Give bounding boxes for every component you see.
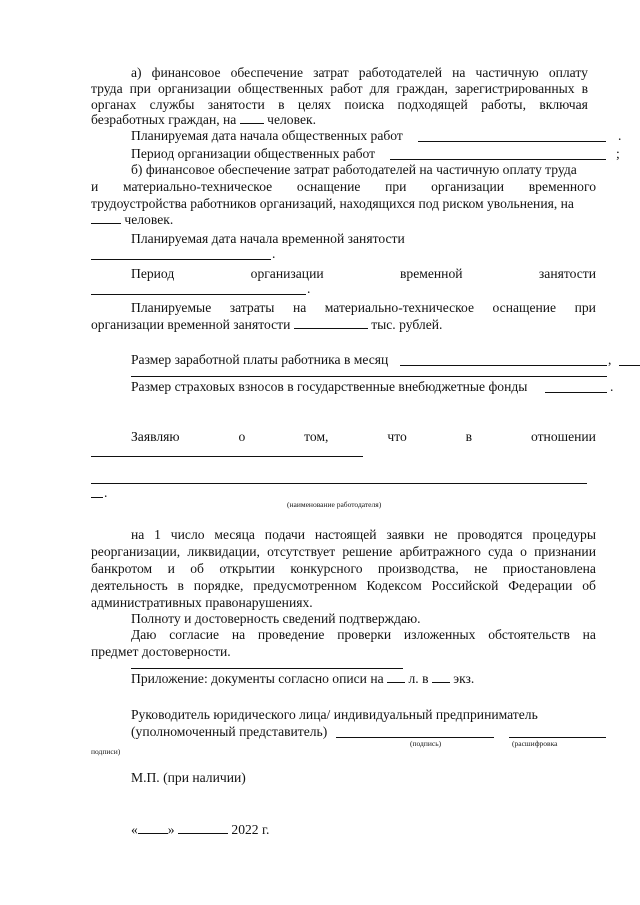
para-a-line-2 — [91, 80, 588, 97]
word: отсутствует — [267, 544, 336, 559]
signature-decode-field[interactable] — [509, 737, 606, 738]
word: обеспечение — [230, 65, 303, 80]
word: труда — [91, 81, 123, 96]
word: для — [369, 81, 390, 96]
word: органах — [91, 97, 137, 112]
date-month-field[interactable] — [178, 821, 228, 834]
word: а) — [131, 65, 142, 80]
para-b-line-1: б) финансовое обеспечение затрат работодателей на частичную оплату труда — [131, 162, 577, 177]
word: проведение — [257, 627, 325, 642]
word: изложенных — [403, 627, 476, 642]
word: об — [582, 578, 596, 593]
word: признании — [534, 544, 596, 559]
word: проводятся — [457, 527, 523, 542]
word: производства, — [377, 561, 459, 576]
signature-field[interactable] — [336, 737, 494, 738]
dot: . — [610, 379, 614, 394]
text: Приложение: документы согласно описи на — [131, 671, 384, 686]
appendix-copies-field[interactable] — [432, 670, 450, 683]
semicolon: ; — [616, 146, 620, 161]
word: решение — [342, 544, 393, 559]
word: в — [177, 578, 184, 593]
para-a-line-1 — [131, 64, 588, 81]
word: приостановлена — [502, 561, 596, 576]
temp-employment-period-field[interactable] — [91, 294, 306, 295]
public-works-period-label: Период организации общественных работ — [131, 146, 376, 161]
employer-caption: (наименование работодателя) — [287, 500, 382, 509]
quote-open: « — [131, 822, 138, 837]
word: о — [520, 544, 527, 559]
word: при — [385, 179, 407, 194]
word: на — [292, 300, 307, 315]
word: ликвидации, — [187, 544, 260, 559]
word: при — [574, 300, 596, 315]
word: число — [170, 527, 205, 542]
signature-caption: (подпись) — [410, 739, 442, 748]
word: предусмотренном — [253, 578, 357, 593]
public-works-period-field[interactable] — [390, 159, 606, 160]
word: занятости — [538, 266, 596, 281]
word: зарегистрированных — [454, 81, 575, 96]
text: человек. — [267, 112, 316, 127]
word: порядке, — [193, 578, 244, 593]
word: работодателей — [358, 65, 442, 80]
word: оснащение — [296, 179, 361, 194]
word: заявки — [386, 527, 425, 542]
comma: , — [608, 352, 612, 367]
date-day-field[interactable] — [138, 821, 168, 834]
word: на — [582, 627, 596, 642]
statement-line-4 — [91, 577, 596, 594]
text: организации временной занятости — [91, 317, 291, 332]
word: подачи — [264, 527, 305, 542]
word: проверки — [337, 627, 392, 642]
word: Даю — [131, 627, 157, 642]
word: организации — [157, 81, 231, 96]
word: открытии — [219, 561, 275, 576]
word: организации — [250, 266, 324, 281]
word: том, — [304, 429, 329, 444]
word: 1 — [154, 527, 161, 542]
insurance-field[interactable] — [545, 392, 607, 393]
signer-line-2: (уполномоченный представитель) — [131, 724, 328, 739]
dot: . — [272, 246, 276, 261]
text: л. в — [408, 671, 429, 686]
word: оплату — [548, 65, 588, 80]
signature-decode-caption-cont: подписи) — [91, 747, 121, 756]
employer-field-1[interactable] — [91, 456, 363, 457]
word: согласие — [169, 627, 220, 642]
word: граждан, — [396, 81, 448, 96]
appendix-top-rule[interactable] — [131, 668, 403, 669]
confirm-line: Полноту и достоверность сведений подтверждаю. — [131, 611, 421, 626]
word: конкурсного — [290, 561, 363, 576]
declare-line — [131, 428, 596, 445]
word: обстоятельств — [488, 627, 570, 642]
word: что — [387, 429, 407, 444]
temp-employment-start-field[interactable] — [91, 259, 271, 260]
word: службы — [149, 97, 195, 112]
word: в — [278, 97, 285, 112]
word: отношении — [531, 429, 596, 444]
employer-field-2[interactable] — [91, 483, 587, 484]
word: Заявляю — [131, 429, 180, 444]
word: Планируемые — [131, 300, 212, 315]
text: экз. — [453, 671, 475, 686]
word: целях — [297, 97, 332, 112]
para-b-line-3: трудоустройства работников организаций, находящихся под риском увольнения, на — [91, 196, 574, 211]
word: арбитражного — [399, 544, 481, 559]
period-end-dot: . — [618, 128, 622, 143]
word: подходящей — [397, 97, 468, 112]
word: временного — [528, 179, 596, 194]
temp-employment-period-label — [131, 265, 596, 282]
word: суда — [488, 544, 513, 559]
word: на — [131, 527, 145, 542]
para-b-line-4 — [91, 211, 173, 228]
word: работ — [330, 81, 363, 96]
salary-line-2[interactable] — [131, 376, 607, 377]
signer-line-1: Руководитель юридического лица/ индивидуальный предприниматель — [131, 707, 538, 722]
signature-decode-caption: (расшифровка — [512, 739, 558, 748]
costs-line-2 — [91, 316, 442, 333]
word: на — [452, 65, 466, 80]
insurance-label: Размер страховых взносов в государственные внебюджетные фонды — [131, 379, 528, 394]
word: настоящей — [314, 527, 377, 542]
employer-field-3[interactable] — [91, 497, 103, 498]
word: и — [167, 561, 175, 576]
word: оснащение — [492, 300, 557, 315]
word: процедуры — [532, 527, 596, 542]
word: организации — [431, 179, 505, 194]
word: на — [231, 627, 246, 642]
word: включая — [539, 97, 588, 112]
persons-count-field[interactable] — [240, 111, 264, 124]
temp-employment-start-label: Планируемая дата начала временной занятости — [131, 231, 405, 246]
dot: . — [104, 485, 108, 500]
word: общественных — [237, 81, 324, 96]
statement-line-3 — [91, 560, 596, 577]
date-line — [131, 821, 269, 838]
public-works-start-field[interactable] — [418, 141, 606, 142]
salary-field[interactable] — [400, 365, 607, 366]
word: материально-техническое — [122, 179, 273, 194]
para-a-line-4 — [91, 111, 316, 128]
word: в — [581, 81, 588, 96]
quote-close: » — [167, 822, 175, 837]
text: тыс. рублей. — [371, 317, 443, 332]
para-b-line-2 — [91, 178, 596, 195]
word: затрат — [313, 65, 349, 80]
word: деятельность — [91, 578, 168, 593]
stamp-label: М.П. (при наличии) — [131, 770, 246, 785]
costs-line-1 — [131, 299, 596, 316]
dot: . — [307, 281, 311, 296]
word: в — [465, 429, 473, 444]
word: затраты — [229, 300, 275, 315]
statement-line-2 — [91, 543, 596, 560]
word: занятости — [207, 97, 265, 112]
consent-line-2: предмет достоверности. — [91, 644, 231, 659]
word: финансовое — [151, 65, 221, 80]
text: человек. — [124, 212, 174, 227]
word: работы, — [481, 97, 526, 112]
word: Период — [131, 266, 175, 281]
word: о — [238, 429, 246, 444]
costs-amount-field[interactable] — [294, 316, 368, 329]
word: при — [129, 81, 151, 96]
salary-extra-field[interactable] — [619, 365, 640, 366]
word: банкротом — [91, 561, 153, 576]
salary-label: Размер заработной платы работника в месяц — [131, 352, 389, 367]
word: реорганизации, — [91, 544, 181, 559]
text: безработных граждан, на — [91, 112, 237, 127]
appendix-pages-field[interactable] — [387, 670, 405, 683]
word: временной — [400, 266, 463, 281]
consent-line-1 — [131, 626, 596, 643]
word: материально-техническое — [324, 300, 475, 315]
word: Российской — [431, 578, 499, 593]
word: Кодексом — [366, 578, 422, 593]
word: об — [190, 561, 204, 576]
statement-line-1 — [131, 526, 596, 543]
appendix-line — [131, 670, 474, 687]
employees-count-field[interactable] — [91, 211, 121, 224]
year: 2022 г. — [231, 822, 270, 837]
word: Федерации — [508, 578, 573, 593]
public-works-start-label: Планируемая дата начала общественных работ — [131, 128, 403, 143]
statement-line-5: административных правонарушениях. — [91, 595, 313, 610]
word: частичную — [475, 65, 539, 80]
word: не — [434, 527, 448, 542]
word: и — [91, 179, 99, 194]
word: месяца — [214, 527, 255, 542]
word: не — [474, 561, 488, 576]
word: поиска — [344, 97, 385, 112]
